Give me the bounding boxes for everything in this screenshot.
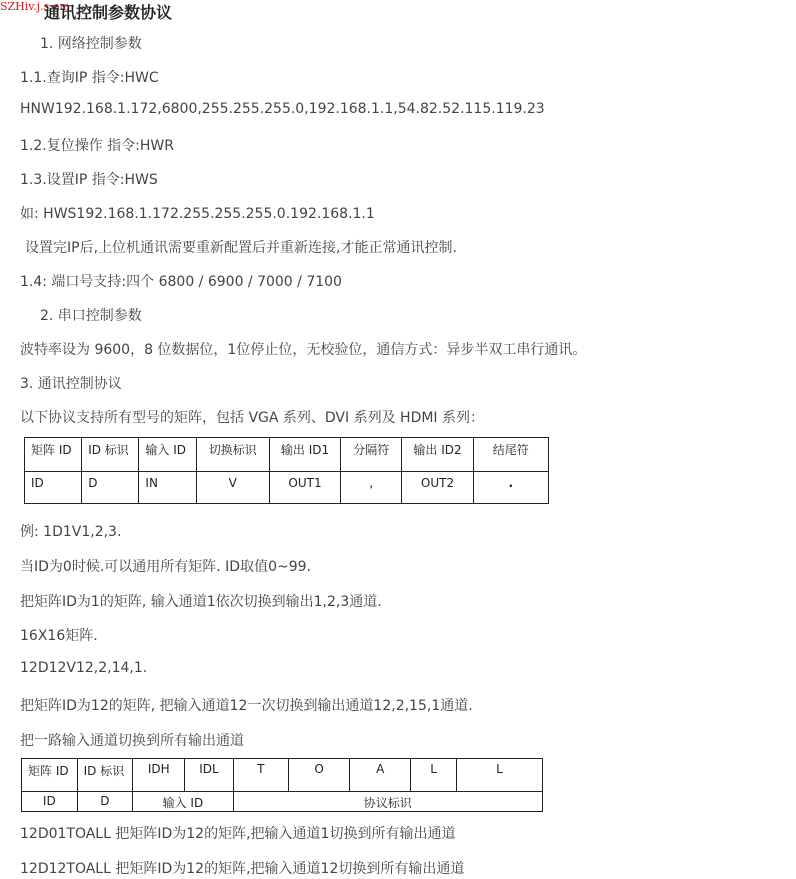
protocol-intro: 以下协议支持所有型号的矩阵，包括 VGA 系列、DVI 系列及 HDMI 系列：: [20, 410, 485, 426]
table-header-cell: 输出 ID2: [402, 438, 473, 472]
table-header-cell: IDL: [185, 759, 233, 792]
table-header-cell: 结尾符: [473, 438, 548, 472]
table-header-cell: 输入 ID: [139, 438, 196, 472]
table-header-cell: 分隔符: [341, 438, 402, 472]
serial-heading: 2. 串口控制参数: [40, 308, 142, 324]
example2-line: 12D12V12,2,14,1.: [20, 660, 148, 676]
page-title: 通讯控制参数协议: [44, 3, 173, 22]
table-header-cell: ID 标识: [77, 759, 133, 792]
table-header-row: [25, 438, 549, 472]
table-cell: ID: [25, 472, 82, 504]
table-header-cell: A: [350, 759, 411, 792]
query-ip-line: 1.1.查询IP 指令:HWC: [20, 70, 159, 86]
table-row: [22, 792, 543, 812]
table-header-cell: 矩阵 ID: [25, 438, 82, 472]
example1-line: 例: 1D1V1,2,3.: [20, 524, 122, 540]
table-cell: OUT2: [402, 472, 473, 504]
all-example2: 12D12TOALL 把矩阵ID为12的矩阵,把输入通道12切换到所有输出通道: [20, 861, 465, 877]
toall-table: [21, 758, 543, 812]
example2-desc: 把矩阵ID为12的矩阵, 把输入通道12一次切换到输出通道12,2,15,1通道.: [20, 698, 473, 714]
table-header-cell: L: [457, 759, 543, 792]
table-cell: OUT1: [269, 472, 340, 504]
table-header-cell: ID 标识: [82, 438, 139, 472]
table-header-cell: 输出 ID1: [269, 438, 340, 472]
table-header-cell: 矩阵 ID: [22, 759, 78, 792]
table-cell: .: [473, 472, 548, 504]
table-cell: ID: [22, 792, 78, 812]
table-cell: V: [196, 472, 269, 504]
table-header-cell: L: [411, 759, 457, 792]
all-example1: 12D01TOALL 把矩阵ID为12的矩阵,把输入通道1切换到所有输出通道: [20, 826, 456, 842]
table-cell: IN: [139, 472, 196, 504]
table-cell: 输入 ID: [133, 792, 233, 812]
set-ip-note: 设置完IP后,上位机通讯需要重新配置后并重新连接,才能正常通讯控制.: [25, 240, 457, 256]
table-header-cell: IDH: [133, 759, 185, 792]
table-header-row: [22, 759, 543, 792]
table-cell: D: [77, 792, 133, 812]
table-row: [25, 472, 549, 504]
watermark: SZHiv.j.s.om: [0, 0, 70, 13]
set-ip-line: 1.3.设置IP 指令:HWS: [20, 172, 158, 188]
table-header-cell: 切换标识: [196, 438, 269, 472]
net-heading: 1. 网络控制参数: [40, 36, 142, 52]
table-header-cell: O: [288, 759, 349, 792]
all-out-heading: 把一路输入通道切换到所有输出通道: [20, 733, 244, 749]
table-header-cell: T: [233, 759, 288, 792]
protocol-table: [24, 437, 549, 504]
query-reply-line: HNW192.168.1.172,6800,255.255.255.0,192.168.1.1,54.82.52.115.119.23: [20, 101, 545, 117]
serial-params: 波特率设为 9600，8 位数据位，1位停止位，无校验位，通信方式：异步半双工串行通讯。: [20, 342, 587, 358]
table-cell: ,: [341, 472, 402, 504]
example1-desc: 把矩阵ID为1的矩阵, 输入通道1依次切换到输出1,2,3通道.: [20, 594, 382, 610]
matrix16-line: 16X16矩阵.: [20, 628, 98, 644]
id-zero-line: 当ID为0时候.可以通用所有矩阵. ID取值0~99.: [20, 559, 311, 575]
reset-line: 1.2.复位操作 指令:HWR: [20, 138, 174, 154]
table-cell: D: [82, 472, 139, 504]
ports-line: 1.4: 端口号支持:四个 6800 / 6900 / 7000 / 7100: [20, 274, 342, 290]
protocol-heading: 3. 通讯控制协议: [20, 376, 122, 392]
table-cell: 协议标识: [233, 792, 542, 812]
set-ip-example: 如: HWS192.168.1.172.255.255.255.0.192.168.1.1: [20, 206, 375, 222]
